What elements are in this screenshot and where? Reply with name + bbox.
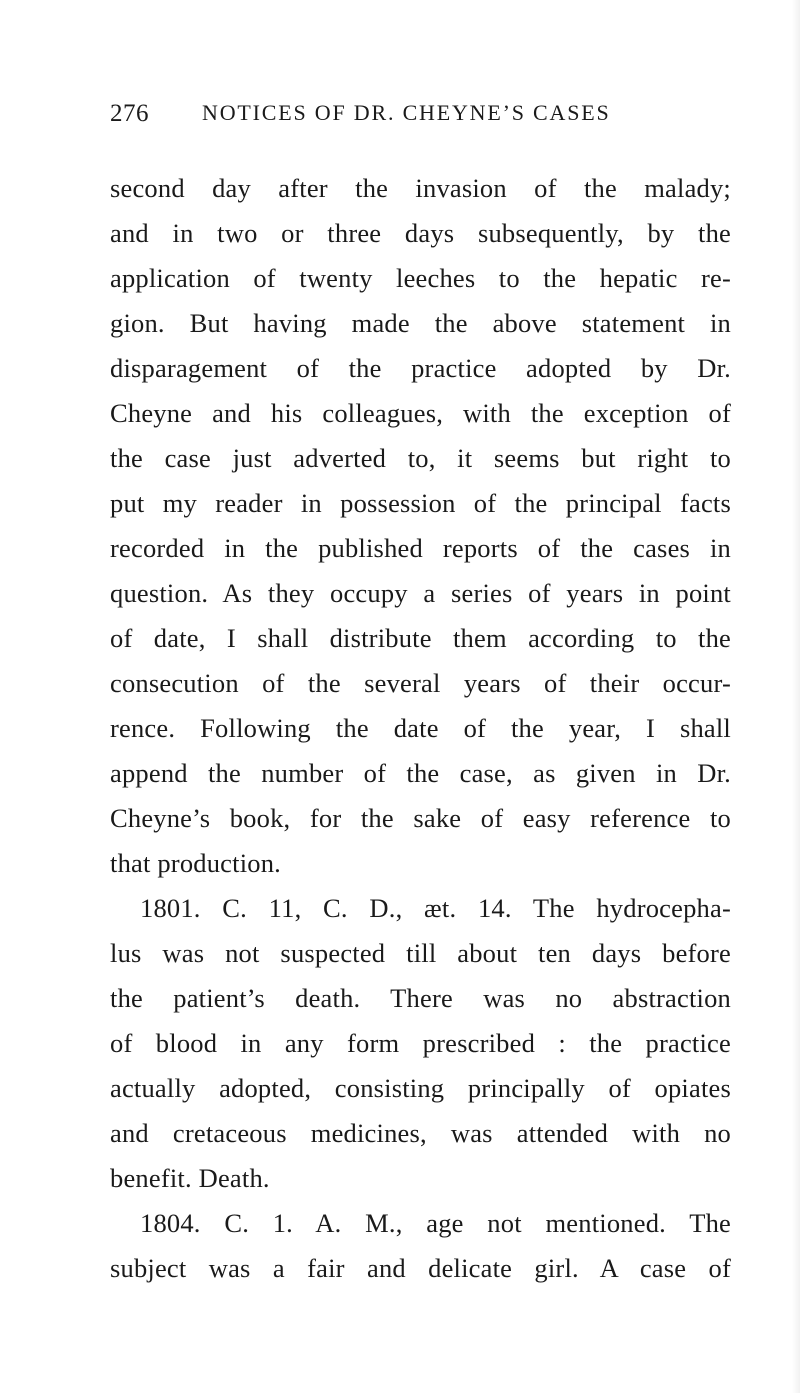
- text-line: and in two or three days subsequently, by the: [110, 218, 731, 248]
- text-line: question. As they occupy a series of years in point: [110, 578, 731, 608]
- text-line: the patient’s death. There was no abstraction: [110, 983, 731, 1013]
- text-line: that production.: [110, 848, 281, 878]
- text-line: subject was a fair and delicate girl. A case of: [110, 1253, 731, 1283]
- text-line: the case just adverted to, it seems but right to: [110, 443, 731, 473]
- text-line: second day after the invasion of the malady;: [110, 173, 731, 203]
- text-line: gion. But having made the above statement in: [110, 308, 731, 338]
- text-line: recorded in the published reports of the cases in: [110, 533, 731, 563]
- text-line: actually adopted, consisting principally of opiates: [110, 1073, 731, 1103]
- text-line: and cretaceous medicines, was attended with no: [110, 1118, 731, 1148]
- text-line: consecution of the several years of their occur-: [110, 668, 731, 698]
- text-line: application of twenty leeches to the hepatic re-: [110, 263, 731, 293]
- text-line: Cheyne’s book, for the sake of easy reference to: [110, 803, 731, 833]
- text-line: 1801. C. 11, C. D., æt. 14. The hydrocepha-: [140, 893, 731, 923]
- page-number: 276: [110, 100, 149, 127]
- text-line: 1804. C. 1. A. M., age not mentioned. The: [140, 1208, 731, 1238]
- text-line: Cheyne and his colleagues, with the exception of: [110, 398, 731, 428]
- running-head: NOTICES OF DR. CHEYNE’S CASES: [202, 100, 611, 125]
- text-line: disparagement of the practice adopted by Dr.: [110, 353, 731, 383]
- text-line: rence. Following the date of the year, I shall: [110, 713, 731, 743]
- text-line: benefit. Death.: [110, 1163, 270, 1193]
- page-header: [110, 100, 730, 140]
- text-line: append the number of the case, as given in Dr.: [110, 758, 731, 788]
- body-text: [110, 166, 731, 1291]
- page-edge-shadow: [792, 0, 800, 1393]
- text-line: put my reader in possession of the principal facts: [110, 488, 731, 518]
- text-line: of date, I shall distribute them according to the: [110, 623, 731, 653]
- text-line: of blood in any form prescribed : the practice: [110, 1028, 731, 1058]
- text-line: lus was not suspected till about ten days before: [110, 938, 731, 968]
